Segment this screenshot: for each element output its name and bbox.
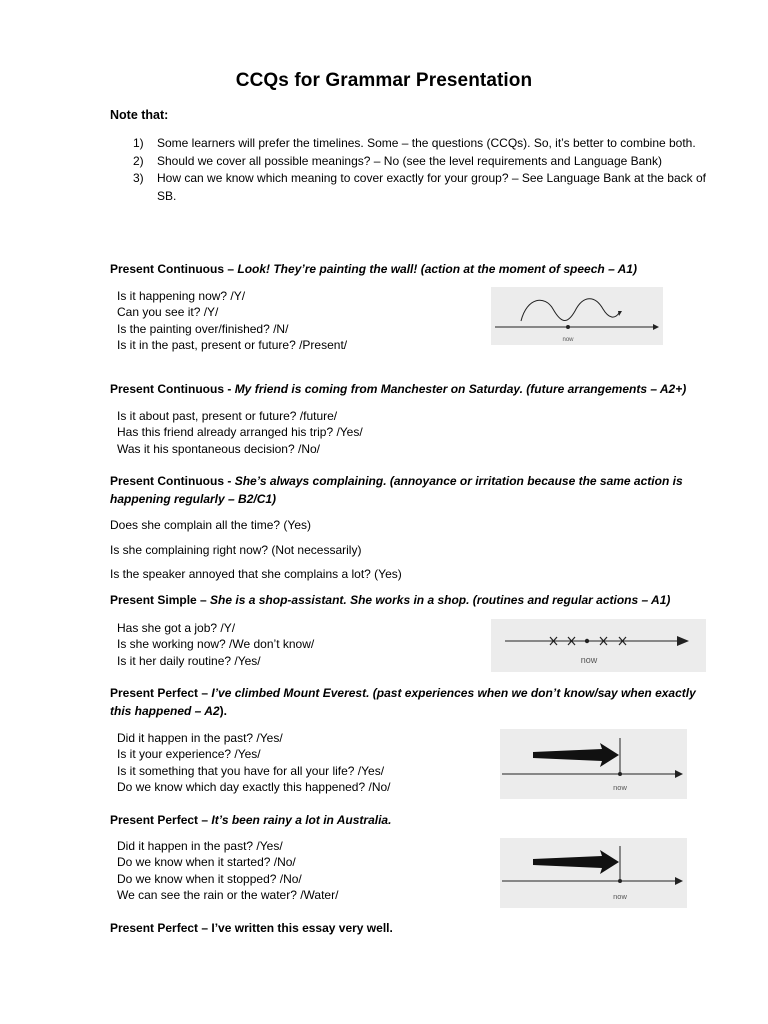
ccq-question: Is it something that you have for all your life? /Yes/ (117, 763, 385, 778)
now-dot (585, 639, 589, 643)
separator: – (224, 262, 238, 276)
experience-arrow (533, 743, 619, 767)
example-ending: ). (219, 704, 227, 718)
wave-line (521, 299, 619, 321)
wave-arrowhead (618, 311, 622, 316)
note-number: 3) (133, 171, 144, 185)
timeline-wave-image (491, 287, 663, 345)
separator: – (198, 686, 212, 700)
timeline-arrowhead (677, 636, 689, 646)
separator: – (196, 593, 211, 607)
ccq-question: Is it your experience? /Yes/ (117, 747, 261, 762)
separator: – (198, 921, 212, 935)
example-sentence: It’s been rainy a lot in Australia. (211, 813, 392, 827)
ccq-question: Do we know when it stopped? /No/ (117, 871, 302, 886)
ccq-list (117, 288, 347, 353)
ccq-list (117, 408, 363, 457)
now-dot (618, 772, 622, 776)
ccq-question: Is it in the past, present or future? /Present/ (117, 337, 348, 352)
note-number: 2) (133, 153, 144, 168)
note-text: How can we know which meaning to cover exactly for your group? – See Language Bank at the back of SB. (157, 171, 706, 203)
separator: - (224, 474, 235, 488)
timeline-arrowhead (653, 324, 659, 330)
note-item (133, 135, 713, 153)
now-dot (566, 325, 570, 329)
section-heading (110, 472, 710, 508)
ccq-question: Has she got a job? /Y/ (117, 621, 236, 635)
ccq-question: Is she working now? /We don’t know/ (117, 637, 315, 652)
ccq-list (117, 620, 314, 669)
note-text: Should we cover all possible meanings? – No (see the level requirements and Language Bank) (157, 153, 662, 168)
tense-name: Present Simple (110, 593, 197, 607)
page-title: CCQs for Grammar Presentation (235, 70, 533, 91)
timeline-duration-image (500, 838, 687, 908)
ccq-question: Do we know when it started? /No/ (117, 855, 296, 870)
ccq-question: Is it happening now? /Y/ (117, 289, 246, 303)
ccq-question: Is it her daily routine? /Yes/ (117, 653, 261, 668)
tense-name: Present Perfect (110, 921, 199, 935)
ccq-question: Can you see it? /Y/ (117, 305, 219, 320)
example-sentence: My friend is coming from Manchester on Saturday. (future arrangements – A2+) (234, 382, 687, 396)
ccq-list (110, 518, 402, 581)
section-heading (110, 919, 710, 937)
note-text: Some learners will prefer the timelines. Some – the questions (CCQs). So, it’s better to combine both. (157, 136, 696, 150)
ccq-question: Did it happen in the past? /Yes/ (117, 731, 283, 745)
tense-name: Present Perfect (110, 813, 199, 827)
section-heading (110, 684, 710, 720)
example-sentence: Look! They’re painting the wall! (action at the moment of speech – A1) (237, 262, 637, 276)
section-heading (110, 260, 710, 278)
ccq-question: Does she complain all the time? (Yes) (110, 518, 311, 532)
ccq-list (117, 730, 391, 795)
tense-name: Present Continuous (110, 382, 225, 396)
separator: - (224, 382, 235, 396)
ccq-question: Do we know which day exactly this happened? /No/ (117, 779, 391, 794)
ccq-question: Is she complaining right now? (Not necessarily) (110, 542, 362, 557)
notes-list (133, 135, 713, 205)
tense-name: Present Continuous (110, 262, 225, 276)
ccq-question: Is it about past, present or future? /future/ (117, 409, 338, 423)
note-item (133, 153, 713, 171)
note-label: Note that: (110, 108, 169, 122)
section-heading (110, 591, 710, 609)
now-label: now (580, 655, 598, 665)
duration-arrow (533, 850, 619, 874)
example-sentence: She is a shop-assistant. She works in a shop. (routines and regular actions – A1) (210, 593, 671, 607)
ccq-question: Is the painting over/finished? /N/ (117, 321, 289, 336)
separator: – (198, 813, 212, 827)
tense-name: Present Continuous (110, 474, 225, 488)
example-sentence: She’s always complaining. (annoyance or irritation because the same action is happening regularly – B2/C1) (110, 474, 683, 506)
section-heading (110, 811, 710, 829)
timeline-routine-image (491, 619, 706, 672)
ccq-question: Is the speaker annoyed that she complains a lot? (Yes) (110, 567, 402, 581)
section-heading (110, 380, 710, 398)
example-sentence: I’ve climbed Mount Everest. (past experiences when we don’t know/say when exactly this happened – A2 (110, 686, 696, 718)
ccq-question: Was it his spontaneous decision? /No/ (117, 441, 320, 456)
now-label: now (613, 892, 627, 901)
note-item (133, 170, 713, 205)
ccq-question: Has this friend already arranged his trip? /Yes/ (117, 425, 363, 440)
tense-name: Present Perfect (110, 686, 199, 700)
ccq-question: Did it happen in the past? /Yes/ (117, 839, 283, 853)
example-sentence: I’ve written this essay very well. (211, 921, 393, 935)
now-label: now (613, 783, 627, 792)
ccq-question: We can see the rain or the water? /Water/ (117, 887, 339, 902)
now-label: now (562, 337, 574, 343)
timeline-arrowhead (675, 770, 683, 778)
timeline-experience-image (500, 729, 687, 799)
ccq-list (117, 838, 338, 903)
note-number: 1) (133, 136, 144, 150)
now-dot (618, 879, 622, 883)
timeline-arrowhead (675, 877, 683, 885)
